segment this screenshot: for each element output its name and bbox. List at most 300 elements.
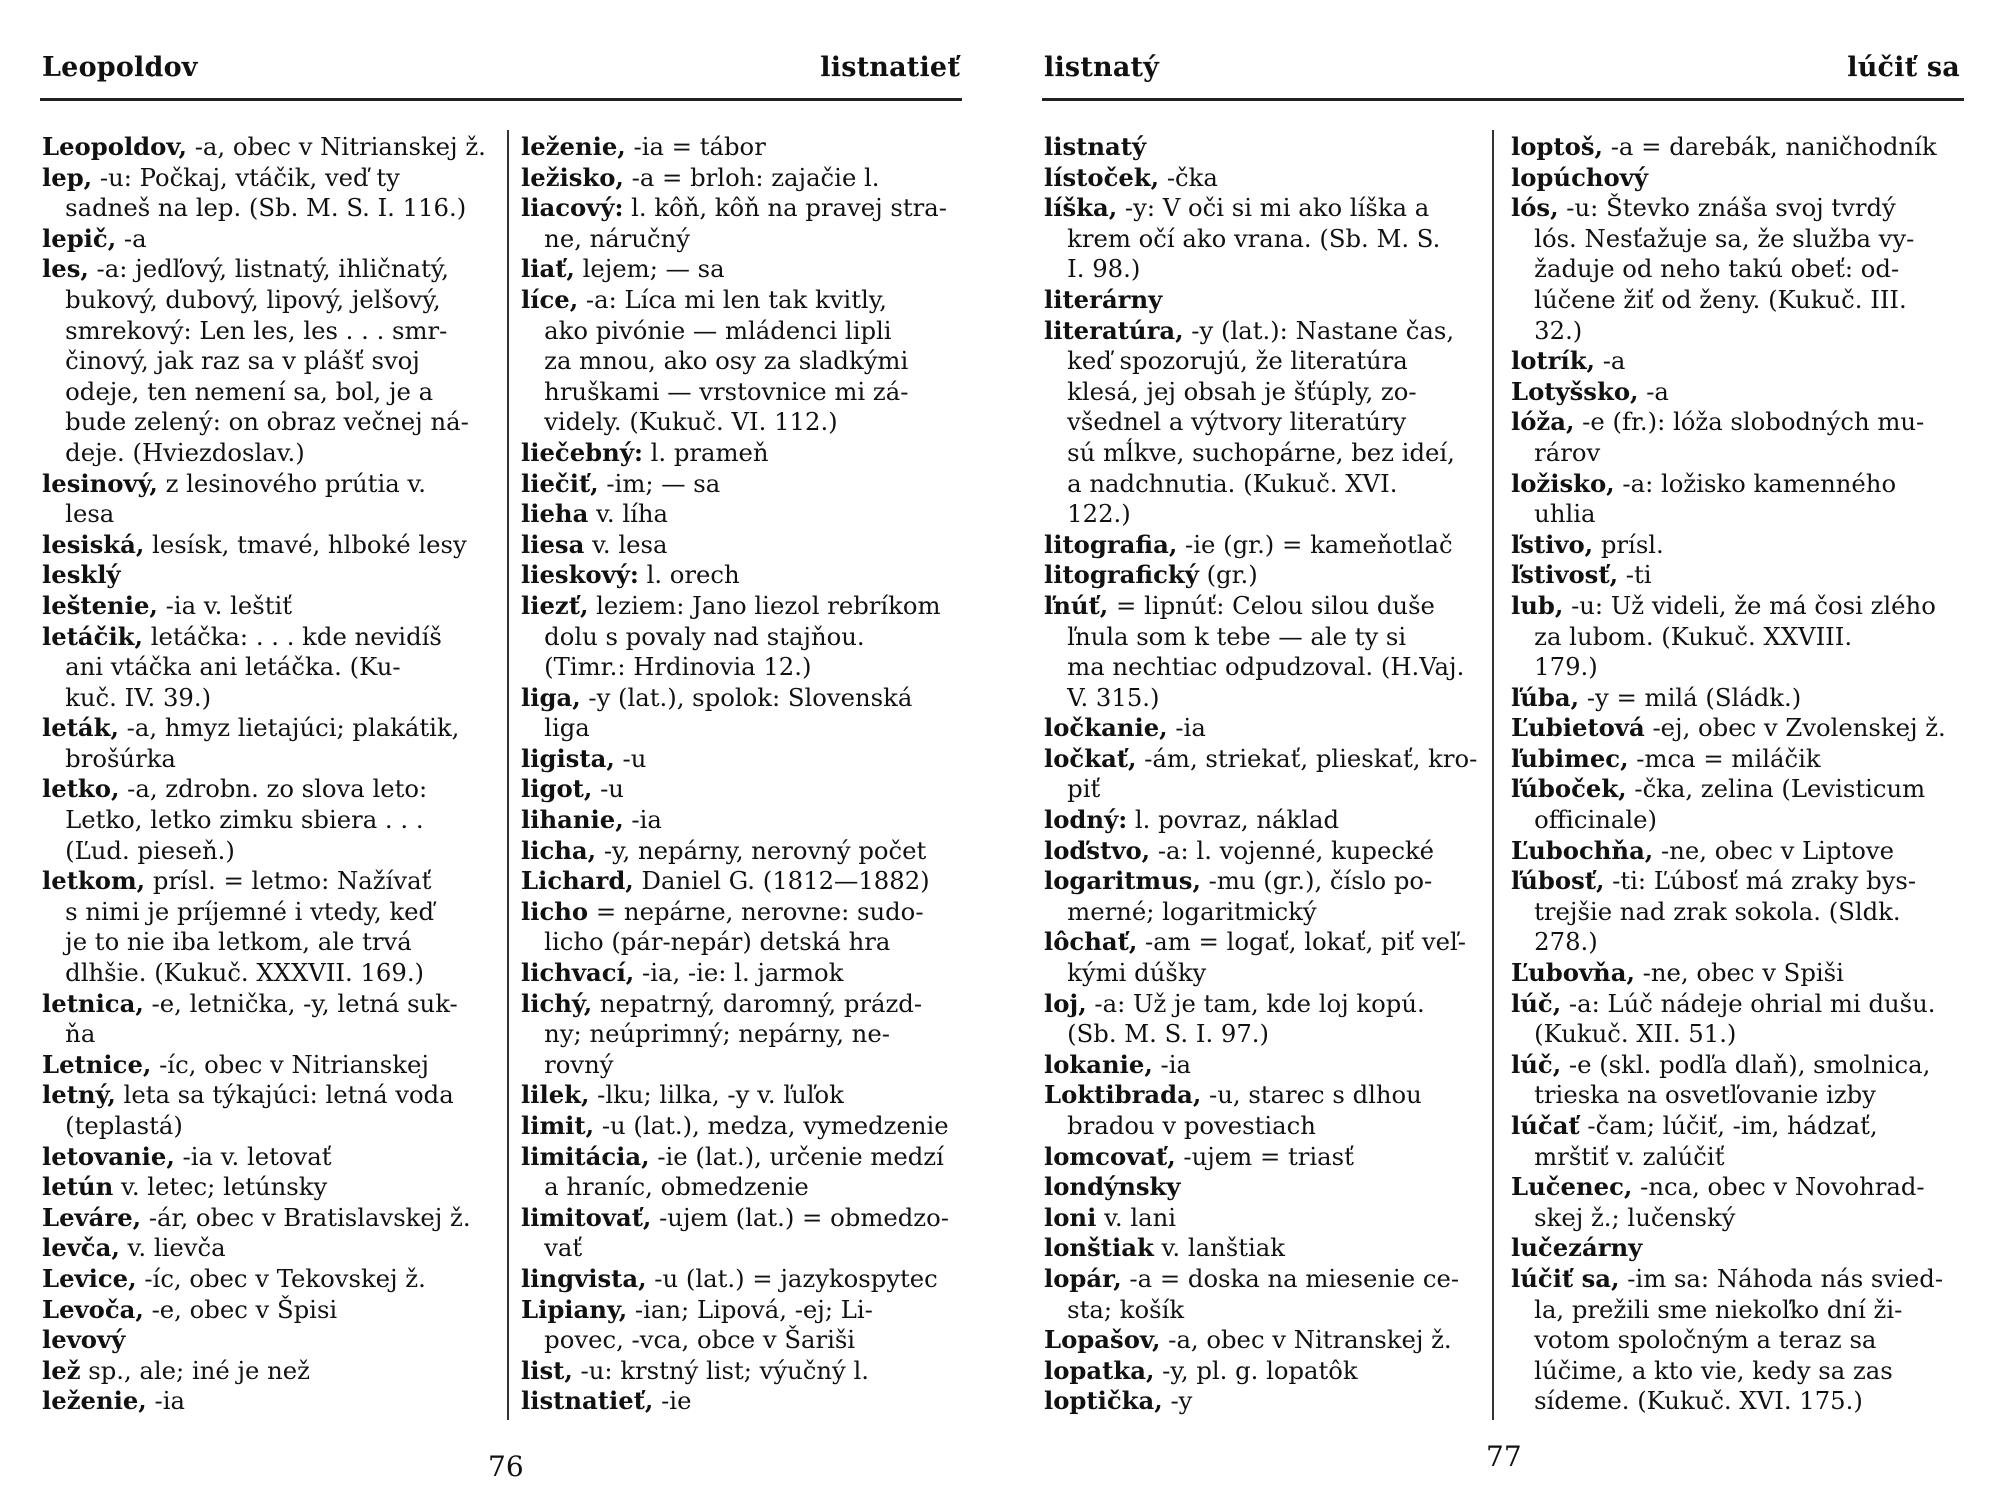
entry-line (521, 1356, 966, 1387)
definition-text: sadneš na lep. (Sb. M. S. I. 116.) (42, 193, 467, 223)
headword: licha, (521, 835, 597, 865)
definition-text: l. kôň, kôň na pravej stra- (623, 193, 947, 223)
definition-text: mrštiť v. zalúčiť (1511, 1141, 1725, 1171)
definition-text: -e, obec v Špisi (143, 1294, 338, 1324)
definition-text: -im; — sa (598, 468, 721, 498)
entry-line (1511, 1019, 1966, 1050)
entry-line (1511, 163, 1966, 194)
definition-text: -a, hmyz lietajúci; plakátik, (118, 713, 460, 743)
headword: ložisko, (1511, 468, 1615, 498)
entry-line (1511, 469, 1966, 500)
entry-line (1044, 1325, 1484, 1356)
definition-text: -íc, obec v Nitrianskej (151, 1049, 429, 1079)
entry-line (1044, 713, 1484, 744)
entry-line (1044, 1264, 1484, 1295)
definition-text: licho (pár-nepár) detská hra (521, 927, 891, 957)
entry-line (42, 469, 497, 500)
definition-text: hruškami — vrstovnice mi zá- (521, 376, 909, 406)
definition-text: (gr.) (1198, 560, 1258, 590)
definition-text: -u (592, 774, 624, 804)
definition-text: piť (1044, 774, 1101, 804)
headword: ležisko, (521, 162, 624, 192)
definition-text: -e, letnička, -y, letná suk- (143, 988, 458, 1018)
definition-text: -am = logať, lokať, piť veľ- (1137, 927, 1466, 957)
definition-text: ma nechtiac odpudzoval. (H.Vaj. (1044, 652, 1465, 682)
entry-line (42, 316, 497, 347)
headword: lôchať, (1044, 927, 1138, 957)
definition-text: smrekový: Len les, les . . . smr- (42, 315, 448, 345)
definition-text: 32.) (1511, 315, 1583, 345)
headword: líška, (1044, 193, 1118, 223)
headword: liečiť, (521, 468, 599, 498)
headword: lieha (521, 499, 589, 529)
definition-text: skej ž.; lučenský (1511, 1202, 1736, 1232)
entry-line (521, 1295, 966, 1326)
entry-line (42, 193, 497, 224)
headword: líce, (521, 284, 579, 314)
entry-line (1511, 438, 1966, 469)
headword: Ľubochňa, (1511, 835, 1654, 865)
entry-line (42, 1172, 497, 1203)
headword: lokanie, (1044, 1049, 1153, 1079)
entry-line (1044, 1080, 1484, 1111)
definition-text: keď spozorujú, že literatúra (1044, 346, 1408, 376)
entry-line (1511, 866, 1966, 897)
entry-line (42, 560, 497, 591)
entry-line (42, 683, 497, 714)
headword: Loktibrada, (1044, 1080, 1202, 1110)
headword: liečebný: (521, 437, 643, 467)
entry-line (1044, 560, 1484, 591)
dictionary-column-2 (1511, 132, 1966, 1417)
headword: litografia, (1044, 529, 1178, 559)
definition-text: ani vtáčka ani letáčka. (Ku- (42, 652, 401, 682)
definition-text: -ujem = triasť (1175, 1141, 1354, 1171)
entry-line (1044, 1111, 1484, 1142)
headword: ligista, (521, 743, 615, 773)
entry-line (521, 438, 966, 469)
headword: ľúboček, (1511, 774, 1627, 804)
entry-line (1044, 163, 1484, 194)
entry-line (1511, 683, 1966, 714)
definition-text: dlhšie. (Kukuč. XXXVII. 169.) (42, 958, 425, 988)
entry-line (521, 1386, 966, 1417)
definition-text: -u: Počkaj, vtáčik, veď ty (92, 162, 400, 192)
definition-text: povec, -vca, obce v Šariši (521, 1325, 856, 1355)
headword: lopúchový (1511, 162, 1648, 192)
headword: Leváre, (42, 1202, 142, 1232)
definition-text: -ár, obec v Bratislavskej ž. (141, 1202, 471, 1232)
entry-line (1511, 805, 1966, 836)
headword: leženie, (521, 132, 626, 161)
entry-line (42, 1264, 497, 1295)
entry-line (1511, 744, 1966, 775)
entry-line (42, 836, 497, 867)
dictionary-column-1 (42, 132, 497, 1417)
definition-text: merné; logaritmický (1044, 896, 1317, 926)
definition-text: lejem; — sa (574, 254, 725, 284)
headword: ľubimec, (1511, 743, 1629, 773)
entry-line (1511, 285, 1966, 316)
definition-text: -ujem (lat.) = obmedzo- (651, 1202, 949, 1232)
definition-text: -a = doska na miesenie ce- (1121, 1263, 1460, 1293)
definition-text: votom spoločným a teraz sa (1511, 1325, 1877, 1355)
entry-line (521, 1080, 966, 1111)
definition-text: žaduje od neho takú obeť: od- (1511, 254, 1900, 284)
definition-text: (teplastá) (42, 1111, 183, 1140)
headword: Ľubovňa, (1511, 958, 1635, 988)
definition-text: -íc, obec v Tekovskej ž. (136, 1263, 426, 1293)
entry-line (1511, 1080, 1966, 1111)
headword: limit, (521, 1111, 595, 1140)
definition-text: s nimi je príjemné i vtedy, keď (42, 896, 435, 926)
entry-line (42, 744, 497, 775)
page-number: 77 (1486, 1440, 1522, 1473)
headword: letnica, (42, 988, 144, 1018)
entry-line (1044, 224, 1484, 255)
entry-line (1511, 407, 1966, 438)
definition-text: -ám, striekať, plieskať, kro- (1136, 743, 1478, 773)
entry-line (521, 713, 966, 744)
definition-text: v. lesa (584, 529, 668, 559)
definition-text: -y: V oči si mi ako líška a (1117, 193, 1430, 223)
definition-text: -a: Lúč nádeje ohrial mi dušu. (1561, 988, 1936, 1018)
definition-text: -a (116, 223, 147, 253)
definition-text: v. lanštiak (1153, 1233, 1285, 1263)
entry-line (521, 1019, 966, 1050)
headword: lesinový, (42, 468, 158, 498)
headword: lopatka, (1044, 1355, 1155, 1385)
entry-line (1511, 713, 1966, 744)
entry-line (521, 377, 966, 408)
headword: lonštiak (1044, 1233, 1154, 1263)
entry-line (1044, 285, 1484, 316)
headword: licho (521, 896, 589, 926)
definition-text: -ian; Lipová, -ej; Li- (627, 1294, 873, 1324)
headword: lomcovať, (1044, 1141, 1176, 1171)
definition-text: -ia (1152, 1049, 1192, 1079)
definition-text: l. povraz, náklad (1127, 805, 1340, 835)
entry-line (1511, 622, 1966, 653)
entry-line (1044, 132, 1484, 163)
definition-text: prísl. = letmo: Nažívať (145, 866, 432, 896)
definition-text: ako pivónie — mládenci lipli (521, 315, 892, 345)
entry-line (42, 897, 497, 928)
headword: Ľubietová (1511, 713, 1645, 743)
entry-line (1511, 1325, 1966, 1356)
definition-text: = lipnúť: Celou silou duše (1108, 590, 1435, 620)
entry-line (1044, 683, 1484, 714)
entry-line (521, 958, 966, 989)
entry-line (521, 744, 966, 775)
definition-text: la, prežili sme niekoľko dní ži- (1511, 1294, 1903, 1324)
headword: lučezárny (1511, 1233, 1643, 1263)
definition-text: -ti (1618, 560, 1652, 590)
definition-text: bukový, dubový, lipový, jelšový, (42, 284, 441, 314)
definition-text: leziem: Jano liezol rebríkom (588, 590, 941, 620)
entry-line (1511, 1295, 1966, 1326)
entry-line (1511, 530, 1966, 561)
entry-line (521, 622, 966, 653)
definition-text: -a (1638, 376, 1669, 406)
running-head-left: Leopoldov (42, 52, 198, 83)
definition-text: -e (fr.): lóža slobodných mu- (1574, 407, 1925, 437)
entry-line (521, 774, 966, 805)
definition-text: -y = milá (Sládk.) (1579, 682, 1802, 712)
entry-line (1511, 193, 1966, 224)
definition-text: letáčka: . . . kde nevidíš (142, 621, 442, 651)
entry-line (1044, 193, 1484, 224)
definition-text: -a = darebák, naničhodník (1603, 132, 1937, 161)
headword: lotrík, (1511, 346, 1595, 376)
headword: limitovať, (521, 1202, 652, 1232)
entry-line (521, 836, 966, 867)
definition-text: -a: ložisko kamenného (1614, 468, 1897, 498)
definition-text: ne, náručný (521, 223, 691, 253)
headword: lepič, (42, 223, 117, 253)
headword: literatúra, (1044, 315, 1184, 345)
entry-line (521, 469, 966, 500)
definition-text: -y, nepárny, nerovný počet (596, 835, 927, 865)
entry-line (1511, 1142, 1966, 1173)
definition-text: lúčene žiť od ženy. (Kukuč. III. (1511, 284, 1907, 314)
definition-text: -ia v. leštiť (157, 590, 292, 620)
entry-line (1044, 1172, 1484, 1203)
entry-line (521, 316, 966, 347)
entry-line (42, 1019, 497, 1050)
definition-text: -a, obec v Nitrianskej ž. (186, 132, 486, 161)
entry-line (521, 407, 966, 438)
entry-line (521, 1264, 966, 1295)
entry-line (521, 285, 966, 316)
definition-text: bradou v povestiach (1044, 1111, 1316, 1140)
definition-text: bude zelený: on obraz večnej ná- (42, 407, 469, 437)
definition-text: -a: l. vojenné, kupecké (1150, 835, 1435, 865)
column-divider (507, 130, 509, 1420)
entry-line (521, 1111, 966, 1142)
entry-line (1044, 927, 1484, 958)
entry-line (521, 346, 966, 377)
headword: Lipiany, (521, 1294, 628, 1324)
entry-line (42, 499, 497, 530)
entry-line (1511, 1386, 1966, 1417)
entry-line (521, 927, 966, 958)
headword: lichý, (521, 988, 593, 1018)
headword: loj, (1044, 988, 1087, 1018)
definition-text: je to nie iba letkom, ale trvá (42, 927, 412, 957)
entry-line (42, 958, 497, 989)
definition-text: -y (1162, 1386, 1193, 1416)
definition-text: rárov (1511, 437, 1601, 467)
definition-text: -a, obec v Nitranskej ž. (1160, 1325, 1452, 1355)
entry-line (42, 1386, 497, 1417)
headword: Lučenec, (1511, 1172, 1633, 1202)
definition-text: -nca, obec v Novohrad- (1632, 1172, 1925, 1202)
definition-text: v. líha (588, 499, 669, 529)
headword: leštenie, (42, 590, 158, 620)
entry-line (1511, 499, 1966, 530)
headword: londýnsky (1044, 1172, 1181, 1202)
entry-line (521, 1203, 966, 1234)
definition-text: l. orech (638, 560, 740, 590)
headword: Lotyšsko, (1511, 376, 1639, 406)
definition-text: -u: Števko znáša svoj tvrdý (1558, 193, 1896, 223)
entry-line (1044, 989, 1484, 1020)
entry-line (1511, 1264, 1966, 1295)
entry-line (1511, 1111, 1966, 1142)
entry-line (1044, 1203, 1484, 1234)
definition-text: -u (lat.) = jazykospytec (646, 1263, 938, 1293)
definition-text: (Sb. M. S. I. 97.) (1044, 1019, 1270, 1049)
headword: litografický (1044, 560, 1199, 590)
definition-text: sídeme. (Kukuč. XVI. 175.) (1511, 1386, 1863, 1416)
headword: lep, (42, 162, 93, 192)
entry-line (42, 927, 497, 958)
entry-line (42, 1233, 497, 1264)
headword: letkom, (42, 866, 146, 896)
entry-line (1044, 1233, 1484, 1264)
headword: ľstivo, (1511, 529, 1594, 559)
headword: ločkanie, (1044, 713, 1168, 743)
entry-line (42, 530, 497, 561)
definition-text: -a: Už je tam, kde loj kopú. (1086, 988, 1425, 1018)
definition-text: -y (lat.): Nastane čas, (1183, 315, 1455, 345)
entry-line (42, 591, 497, 622)
definition-text: -ie (gr.) = kameňotlač (1177, 529, 1453, 559)
definition-text: -ia = tábor (625, 132, 766, 161)
definition-text: -ia, -ie: l. jarmok (634, 958, 844, 988)
entry-line (1511, 774, 1966, 805)
definition-text: -ne, obec v Spiši (1634, 958, 1844, 988)
definition-text: -ie (653, 1386, 692, 1416)
definition-text: dolu s povaly nad stajňou. (521, 621, 865, 651)
running-head-right: lúčiť sa (1847, 52, 1960, 83)
entry-line (1511, 1233, 1966, 1264)
definition-text: -a: Líca mi len tak kvitly, (578, 284, 887, 314)
entry-line (1511, 836, 1966, 867)
page-number: 76 (488, 1450, 524, 1483)
definition-text: -mu (gr.), číslo po- (1200, 866, 1433, 896)
definition-text: a hraníc, obmedzenie (521, 1172, 809, 1202)
entry-line (1044, 897, 1484, 928)
definition-text: V. 315.) (1044, 682, 1160, 712)
definition-text: nepatrný, daromný, prázd- (592, 988, 923, 1018)
headword: loďstvo, (1044, 835, 1151, 865)
definition-text: klesá, jej obsah je šťúply, zo- (1044, 376, 1417, 406)
definition-text: I. 98.) (1044, 254, 1141, 284)
entry-line (521, 866, 966, 897)
entry-line (42, 866, 497, 897)
headword: lúč, (1511, 988, 1562, 1018)
entry-line (1044, 805, 1484, 836)
definition-text: -ia v. letovať (174, 1141, 332, 1171)
entry-line (42, 407, 497, 438)
running-head-right: listnatieť (820, 52, 960, 83)
headword: lóža, (1511, 407, 1575, 437)
entry-line (1511, 1203, 1966, 1234)
entry-line (1511, 1172, 1966, 1203)
headword: letný, (42, 1080, 116, 1110)
entry-line (42, 377, 497, 408)
entry-line (42, 1080, 497, 1111)
definition-text: officinale) (1511, 805, 1657, 835)
definition-text: -a: jedľový, listnatý, ihličnatý, (88, 254, 449, 284)
headword: Levoča, (42, 1294, 144, 1324)
entry-line (1511, 1356, 1966, 1387)
entry-line (42, 285, 497, 316)
entry-line (1511, 958, 1966, 989)
definition-text: brošúrka (42, 743, 176, 773)
headword: loptička, (1044, 1386, 1163, 1416)
headword: lichvací, (521, 958, 635, 988)
entry-line (42, 1203, 497, 1234)
definition-text: -ia (146, 1386, 185, 1416)
entry-line (1044, 1050, 1484, 1081)
entry-line (1044, 1142, 1484, 1173)
definition-text: -ie (lat.), určenie medzí (649, 1141, 944, 1171)
definition-text: kuč. IV. 39.) (42, 682, 212, 712)
headword: lúčať (1511, 1111, 1580, 1140)
headword: letovanie, (42, 1141, 175, 1171)
entry-line (42, 132, 497, 163)
entry-line (1511, 1050, 1966, 1081)
entry-line (42, 1325, 497, 1356)
entry-line (42, 163, 497, 194)
entry-line (1044, 377, 1484, 408)
headword: list, (521, 1355, 573, 1385)
entry-line (521, 805, 966, 836)
entry-line (521, 652, 966, 683)
definition-text: krem očí ako vrana. (Sb. M. S. (1044, 223, 1441, 253)
entry-line (1511, 591, 1966, 622)
definition-text: prísl. (1593, 529, 1664, 559)
definition-text: -a, zdrobn. zo slova leto: (119, 774, 428, 804)
headword: lub, (1511, 590, 1564, 620)
entry-line (1044, 866, 1484, 897)
entry-line (42, 805, 497, 836)
entry-line (42, 989, 497, 1020)
entry-line (1511, 224, 1966, 255)
entry-line (521, 530, 966, 561)
entry-line (1044, 1386, 1484, 1417)
headword: letún (42, 1172, 114, 1202)
entry-line (42, 652, 497, 683)
definition-text: v. lani (1096, 1202, 1177, 1232)
definition-text: -im sa: Náhoda nás svied- (1619, 1263, 1944, 1293)
entry-line (42, 224, 497, 255)
headword: literárny (1044, 284, 1163, 314)
headword: ločkať, (1044, 743, 1137, 773)
definition-text: uhlia (1511, 499, 1596, 529)
headword: lodný: (1044, 805, 1128, 835)
headword: liezť, (521, 590, 589, 620)
entry-line (42, 1111, 497, 1142)
entry-line (1044, 254, 1484, 285)
entry-line (521, 224, 966, 255)
entry-line (1044, 836, 1484, 867)
headword: lúč, (1511, 1049, 1562, 1079)
entry-line (1044, 591, 1484, 622)
headword: lieskový: (521, 560, 639, 590)
headword: loptoš, (1511, 132, 1603, 161)
entry-line (42, 346, 497, 377)
entry-line (521, 1142, 966, 1173)
headword: Letnice, (42, 1049, 152, 1079)
headword: levový (42, 1325, 126, 1355)
definition-text: za lubom. (Kukuč. XXVIII. (1511, 621, 1853, 651)
definition-text: lesísk, tmavé, hlboké lesy (144, 529, 467, 559)
headword: ľúbosť, (1511, 866, 1605, 896)
